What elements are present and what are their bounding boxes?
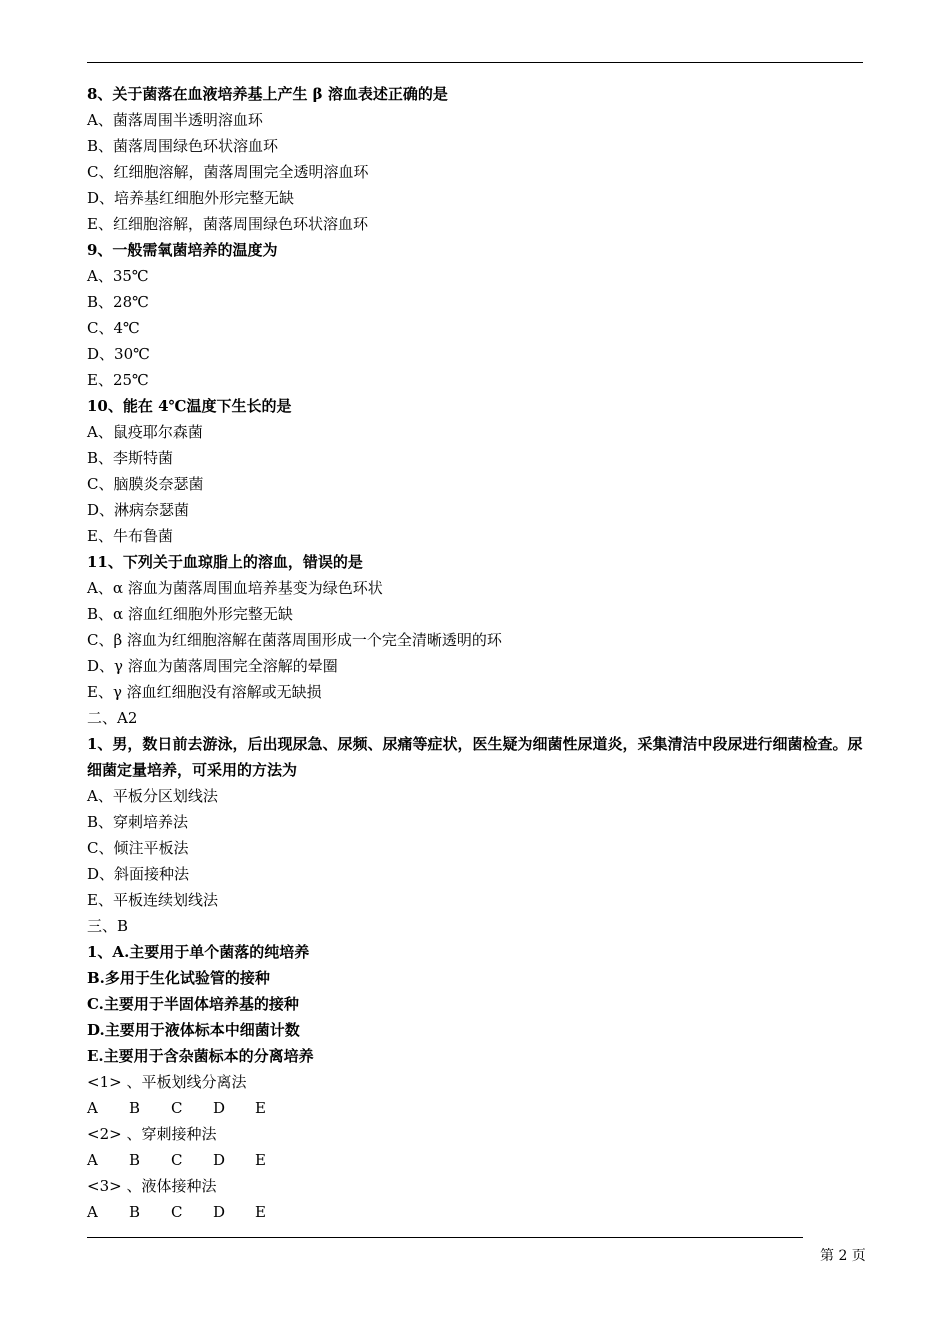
section-b-question-1-stem-b: B.多用于生化试验管的接种 xyxy=(87,969,270,987)
sub-question-2-choices xyxy=(87,1147,865,1173)
question-9-option-a: A、35℃ xyxy=(87,267,149,285)
sub-question-1-label: <1> 、平板划线分离法 xyxy=(87,1073,247,1091)
question-8-option-a: A、菌落周围半透明溶血环 xyxy=(87,111,263,129)
choice-c: C xyxy=(171,1099,183,1117)
question-9-option-d: D、30℃ xyxy=(87,345,150,363)
question-10-option-c: C、脑膜炎奈瑟菌 xyxy=(87,475,204,493)
section-b-question-1-stem-d: D.主要用于液体标本中细菌计数 xyxy=(87,1021,300,1039)
choice-a: A xyxy=(87,1151,98,1169)
question-9-option-e: E、25℃ xyxy=(87,371,149,389)
question-11-option-e: E、γ 溶血红细胞没有溶解或无缺损 xyxy=(87,683,322,701)
question-10-option-b: B、李斯特菌 xyxy=(87,449,174,467)
section-a2-question-1-option-c: C、倾注平板法 xyxy=(87,839,189,857)
section-a2-question-1-option-b: B、穿刺培养法 xyxy=(87,813,189,831)
sub-question-1-choices xyxy=(87,1095,865,1121)
question-8-option-d: D、培养基红细胞外形完整无缺 xyxy=(87,189,295,207)
choice-b: B xyxy=(129,1151,141,1169)
question-9-option-b: B、28℃ xyxy=(87,293,149,311)
choice-d: D xyxy=(213,1151,226,1169)
question-11-option-d: D、γ 溶血为菌落周围完全溶解的晕圈 xyxy=(87,657,338,675)
choice-e: E xyxy=(255,1151,266,1169)
footer-rule xyxy=(87,1237,803,1238)
page-number: 第 2 页 xyxy=(820,1248,866,1264)
choice-d: D xyxy=(213,1099,226,1117)
question-8-option-c: C、红细胞溶解，菌落周围完全透明溶血环 xyxy=(87,163,369,181)
question-11-stem: 11、下列关于血琼脂上的溶血，错误的是 xyxy=(87,553,363,571)
question-10-option-d: D、淋病奈瑟菌 xyxy=(87,501,190,519)
section-a2-heading: 二、A2 xyxy=(87,709,138,727)
section-a2-question-1-stem: 1、男，数日前去游泳，后出现尿急、尿频、尿痛等症状，医生疑为细菌性尿道炎，采集清洁中段尿进行细菌检查。尿细菌定量培养，可采用的方法为 xyxy=(87,735,863,779)
question-9-option-c: C、4℃ xyxy=(87,319,140,337)
question-10-stem: 10、能在 4℃温度下生长的是 xyxy=(87,397,292,415)
section-a2-question-1-option-a: A、平板分区划线法 xyxy=(87,787,218,805)
sub-question-2-label: <2> 、穿刺接种法 xyxy=(87,1125,217,1143)
section-a2-question-1-option-d: D、斜面接种法 xyxy=(87,865,190,883)
question-8-option-b: B、菌落周围绿色环状溶血环 xyxy=(87,137,279,155)
choice-e: E xyxy=(255,1099,266,1117)
question-11-option-a: A、α 溶血为菌落周围血培养基变为绿色环状 xyxy=(87,579,383,597)
question-9-stem: 9、一般需氧菌培养的温度为 xyxy=(87,241,278,259)
question-8-stem: 8、关于菌落在血液培养基上产生 β 溶血表述正确的是 xyxy=(87,85,448,103)
sub-question-3-label: <3> 、液体接种法 xyxy=(87,1177,217,1195)
section-b-question-1-stem-c: C.主要用于半固体培养基的接种 xyxy=(87,995,299,1013)
choice-b: B xyxy=(129,1099,141,1117)
section-a2-question-1-option-e: E、平板连续划线法 xyxy=(87,891,218,909)
choice-b: B xyxy=(129,1203,141,1221)
question-11-option-b: B、α 溶血红细胞外形完整无缺 xyxy=(87,605,293,623)
choice-a: A xyxy=(87,1203,98,1221)
header-rule xyxy=(87,62,863,63)
section-b-heading: 三、B xyxy=(87,917,129,935)
question-8-option-e: E、红细胞溶解，菌落周围绿色环状溶血环 xyxy=(87,215,368,233)
choice-c: C xyxy=(171,1151,183,1169)
question-11-option-c: C、β 溶血为红细胞溶解在菌落周围形成一个完全清晰透明的环 xyxy=(87,631,502,649)
choice-c: C xyxy=(171,1203,183,1221)
choice-a: A xyxy=(87,1099,98,1117)
question-10-option-a: A、鼠疫耶尔森菌 xyxy=(87,423,203,441)
sub-question-3-choices xyxy=(87,1199,865,1225)
section-b-question-1-stem-a: 1、A.主要用于单个菌落的纯培养 xyxy=(87,943,310,961)
document-body xyxy=(87,81,865,1225)
choice-d: D xyxy=(213,1203,226,1221)
question-10-option-e: E、牛布鲁菌 xyxy=(87,527,173,545)
choice-e: E xyxy=(255,1203,266,1221)
section-b-question-1-stem-e: E.主要用于含杂菌标本的分离培养 xyxy=(87,1047,314,1065)
